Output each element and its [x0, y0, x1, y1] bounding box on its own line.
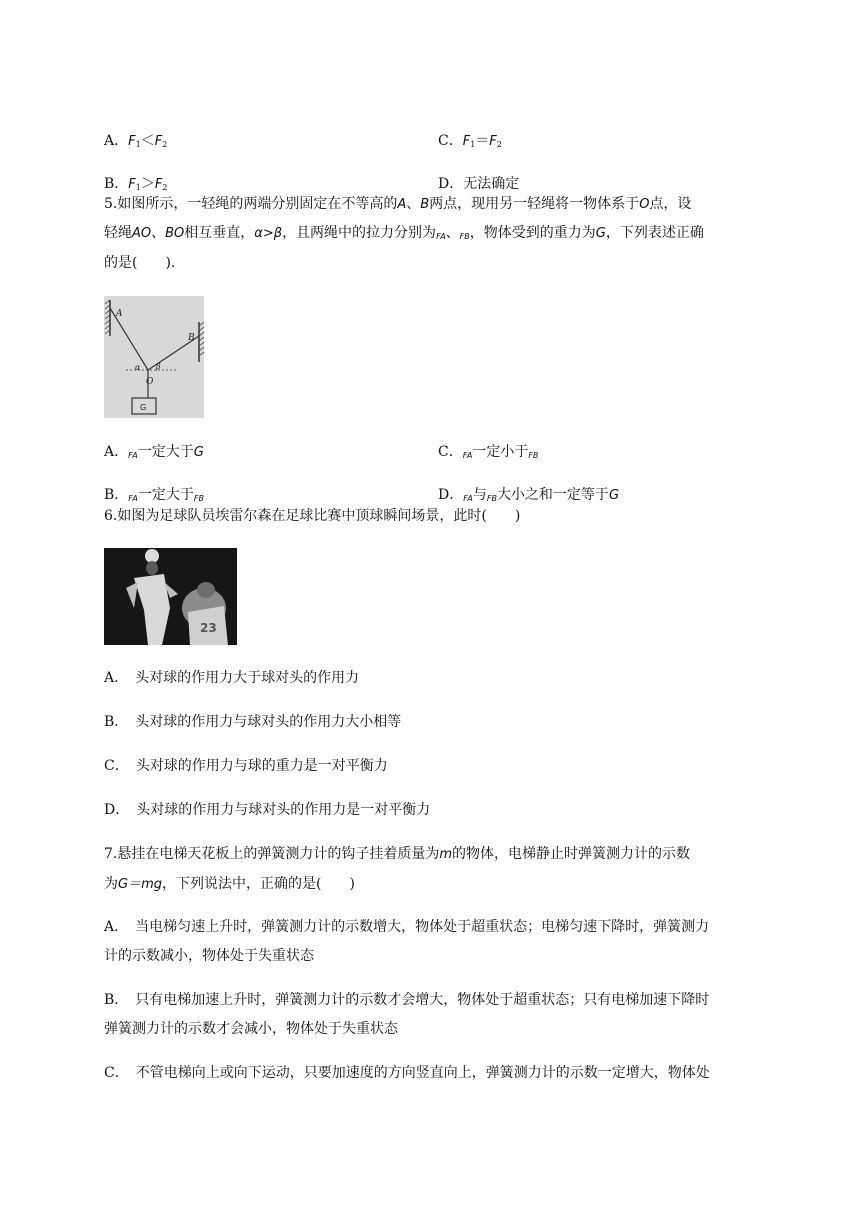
ball-icon [145, 549, 159, 563]
q6-option-c: C． 头对球的作用力与球的重力是一对平衡力 [104, 758, 388, 774]
q4-option-d: D．无法确定 [438, 176, 520, 192]
label-a: A [116, 309, 123, 319]
label-o: O [146, 377, 154, 387]
q7-option-c-line1: C． 不管电梯向上或向下运动，只要加速度的方向竖直向上，弹簧测力计的示数一定增大，物体处 [104, 1065, 710, 1081]
q5-option-c: C．FA一定小于FB [438, 444, 539, 460]
label-alpha: α [135, 363, 141, 372]
q6-option-d: D． 头对球的作用力与球对头的作用力是一对平衡力 [104, 802, 431, 818]
q5-stem-line1: 5.如图所示，一轻绳的两端分别固定在不等高的A、B两点，现用另一轻绳将一物体系于O点，设 [104, 196, 692, 212]
q7-stem-line1: 7.悬挂在电梯天花板上的弹簧测力计的钩子挂着质量为m的物体，电梯静止时弹簧测力计的示数 [104, 846, 691, 862]
q5-option-a: A．FA一定大于G [104, 444, 204, 460]
header-photo-illustration [104, 548, 237, 645]
label-beta: β [156, 362, 161, 371]
q6-option-a: A． 头对球的作用力大于球对头的作用力 [104, 670, 360, 686]
label-b: B [188, 333, 195, 343]
jersey-number: 23 [200, 621, 217, 635]
label-g: G [140, 403, 147, 412]
q6-option-b: B． 头对球的作用力与球对头的作用力大小相等 [104, 714, 402, 730]
q5-figure [104, 296, 204, 418]
q6-photo [104, 548, 237, 645]
q7-option-b-line2: 弹簧测力计的示数才会减小，物体处于失重状态 [104, 1021, 398, 1037]
q4-option-a: A．$F_1<F_2$ [104, 133, 168, 149]
q4-option-c: C．$F_1=F_2$ [438, 133, 502, 149]
q5-option-d: D．FA与FB大小之和一定等于G [438, 487, 620, 503]
q7-stem-line2: 为G＝mg，下列说法中，正确的是( ) [104, 876, 355, 892]
rope-diagram [104, 296, 204, 418]
q5-option-b: B．FA一定大于FB [104, 487, 204, 503]
q5-stem-line3: 的是( ). [104, 255, 176, 271]
q7-option-a-line2: 计的示数减小，物体处于失重状态 [104, 948, 314, 964]
q7-option-b-line1: B． 只有电梯加速上升时，弹簧测力计的示数才会增大，物体处于超重状态；只有电梯加速下降时 [104, 992, 710, 1008]
q4-option-b: B．$F_1>F_2$ [104, 176, 168, 192]
q7-option-a-line1: A． 当电梯匀速上升时，弹簧测力计的示数增大，物体处于超重状态；电梯匀速下降时，弹簧测力 [104, 919, 710, 935]
q6-stem: 6.如图为足球队员埃雷尔森在足球比赛中顶球瞬间场景，此时( ) [104, 508, 521, 524]
q5-stem-line2: 轻绳AO、BO相互垂直，α>β，且两绳中的拉力分别为FA、FB，物体受到的重力为G，下列表述正确 [104, 225, 704, 241]
